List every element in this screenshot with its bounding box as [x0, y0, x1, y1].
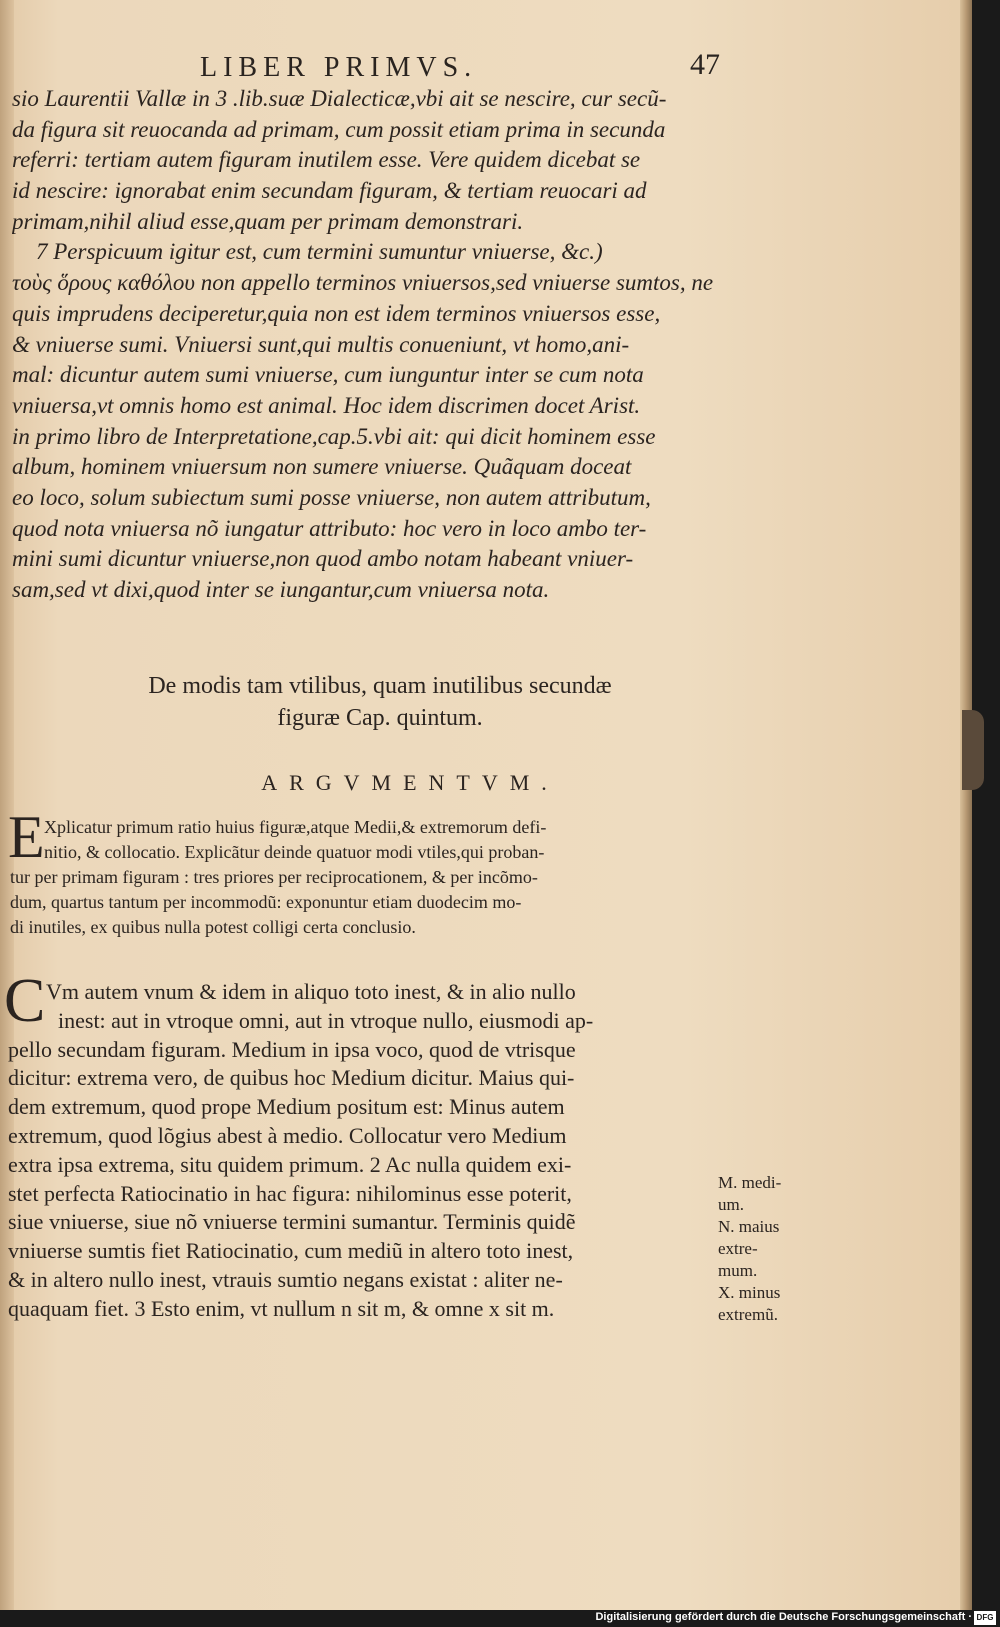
argumentum-heading: ARGVMENTVM.: [261, 770, 559, 795]
main-line: extremum, quod lõgius abest à medio. Collocatur vero Medium: [8, 1122, 567, 1148]
summary-line: tur per primam figuram : tres priores per reciprocationem, & per incõmo-: [10, 867, 538, 887]
page-edge: [960, 0, 972, 1610]
commentary-line: sio Laurentii Vallæ in 3 .lib.suæ Dialecticæ,vbi ait se nescire, cur secũ-: [12, 86, 667, 111]
commentary-line: primam,nihil aliud esse,quam per primam demonstrari.: [12, 208, 524, 234]
main-line: vniuerse sumtis fiet Ratiocinatio, cum mediũ in altero toto inest,: [8, 1238, 574, 1264]
commentary-line: da figura sit reuocanda ad primam, cum possit etiam prima in secunda: [12, 116, 666, 142]
margin-note-line: extremũ.: [718, 1305, 778, 1324]
margin-notes: [718, 1172, 828, 1326]
summary-dropcap: E: [8, 804, 45, 870]
chapter-title-line-1: De modis tam vtilibus, quam inutilibus secundæ: [148, 673, 612, 699]
margin-note-line: M. medi-: [718, 1173, 782, 1192]
chapter-title: [60, 670, 700, 734]
main-line: extra ipsa extrema, situ quidem primum. 2 Ac nulla quidem exi-: [8, 1151, 572, 1177]
main-line: Vm autem vnum & idem in aliquo toto inest, & in alio nullo: [46, 979, 576, 1004]
margin-note-line: mum.: [718, 1261, 758, 1280]
commentary-line: mini sumi dicuntur vniuerse,non quod ambo notam habeant vniuer-: [12, 546, 634, 572]
summary-line: di inutiles, ex quibus nulla potest colligi certa conclusio.: [10, 917, 416, 937]
margin-note-line: extre-: [718, 1239, 758, 1258]
main-line: dicitur: extrema vero, de quibus hoc Medium dicitur. Maius qui-: [8, 1065, 575, 1091]
summary-line: dum, quartus tantum per incommodũ: exponuntur etiam duodecim mo-: [10, 892, 522, 912]
main-line: & in altero nullo inest, vtrauis sumtio negans existat : aliter ne-: [8, 1266, 563, 1292]
commentary-line: quod nota vniuersa nõ iungatur attributo: hoc vero in loco ambo ter-: [12, 515, 647, 541]
main-line: siue vniuerse, siue nõ vniuerse termini sumantur. Terminis quidẽ: [8, 1209, 576, 1235]
main-line: stet perfecta Ratiocinatio in hac figura: nihilominus esse poterit,: [8, 1180, 572, 1206]
summary-line: nitio, & collocatio. Explicãtur deinde quatuor modi vtiles,qui proban-: [44, 842, 545, 862]
margin-note-line: N. maius: [718, 1217, 780, 1236]
summary-line: Xplicatur primum ratio huius figuræ,atque Medii,& extremorum defi-: [44, 817, 547, 837]
running-title: LIBER PRIMVS.: [200, 52, 478, 83]
commentary-line: & vniuerse sumi. Vniuersi sunt,qui multis conueniunt, vt homo,ani-: [12, 331, 630, 357]
chapter-title-line-2: figuræ Cap. quintum.: [277, 705, 483, 731]
margin-note-line: X. minus: [718, 1283, 781, 1302]
running-header: [200, 48, 720, 88]
main-line: pello secundam figuram. Medium in ipsa voco, quod de vtrisque: [8, 1036, 576, 1062]
commentary-line: mal: dicuntur autem sumi vniuerse, cum iunguntur inter se cum nota: [12, 362, 644, 388]
main-line: quaquam fiet. 3 Esto enim, vt nullum n sit m, & omne x sit m.: [8, 1295, 555, 1321]
commentary-line: id nescire: ignorabat enim secundam figuram, & tertiam reuocari ad: [12, 178, 647, 204]
commentary-line: vniuersa,vt omnis homo est animal. Hoc idem discrimen docet Arist.: [12, 392, 641, 418]
commentary-text: [12, 84, 732, 606]
commentary-line: quis imprudens deciperetur,quia non est idem terminos vniuersos esse,: [12, 300, 661, 326]
commentary-line: album, hominem vniuersum non sumere vniuerse. Quãquam doceat: [12, 454, 632, 480]
funding-credit: Digitalisierung gefördert durch die Deutsche Forschungsgemeinschaft ·: [595, 1611, 972, 1623]
commentary-line: referri: tertiam autem figuram inutilem esse. Vere quidem dicebat se: [12, 147, 641, 173]
main-dropcap: C: [4, 967, 46, 1035]
commentary-line: τοὺς ὅρους καθόλου non appello terminos vniuersos,sed vniuerse sumtos, ne: [12, 270, 714, 296]
commentary-line: in primo libro de Interpretatione,cap.5.vbi ait: qui dicit hominem esse: [12, 423, 656, 449]
bookmark-tab: [962, 710, 984, 790]
chapter-summary: [10, 815, 710, 940]
main-text: [8, 978, 708, 1324]
main-line: inest: aut in vtroque omni, aut in vtroque nullo, eiusmodi ap-: [58, 1007, 594, 1033]
commentary-line: eo loco, solum subiectum sumi posse vniuerse, non autem attributum,: [12, 484, 651, 510]
margin-note-line: um.: [718, 1195, 744, 1214]
page-number: 47: [690, 48, 720, 81]
commentary-line: 7 Perspicuum igitur est, cum termini sumuntur vniuerse, &c.): [36, 239, 603, 265]
main-line: dem extremum, quod prope Medium positum est: Minus autem: [8, 1094, 565, 1120]
commentary-line: sam,sed vt dixi,quod inter se iungantur,cum vniuersa nota.: [12, 577, 550, 602]
dfg-logo: DFG: [974, 1611, 996, 1625]
